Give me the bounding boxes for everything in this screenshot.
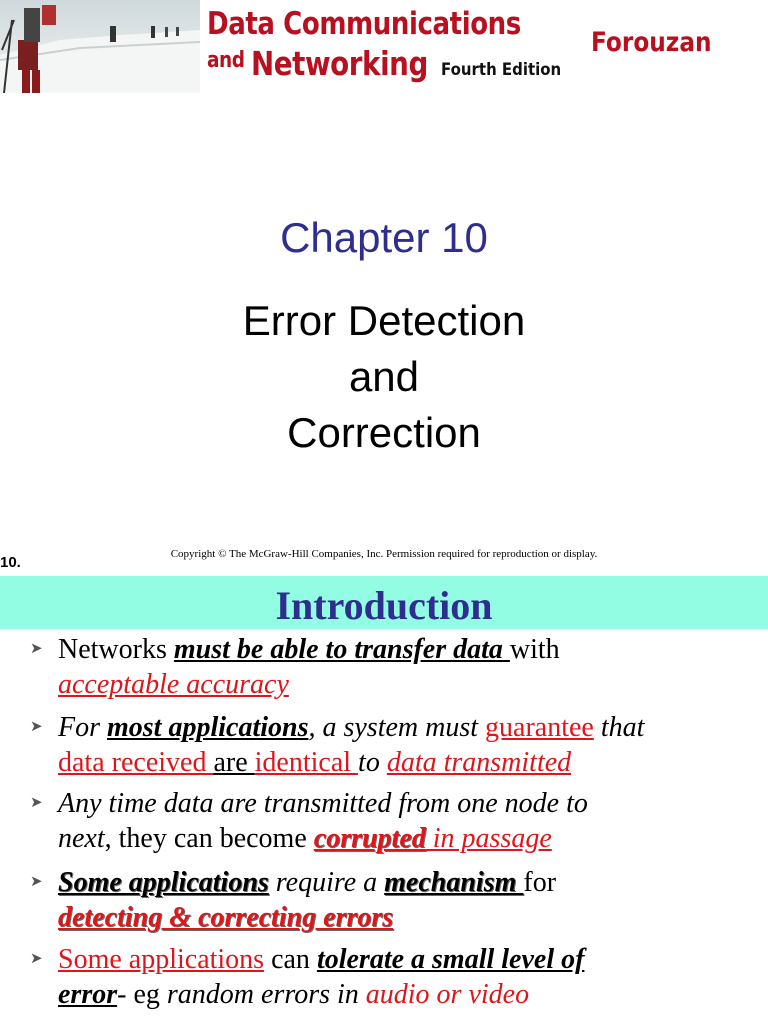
bullet-text <box>58 632 750 702</box>
bullet-run: with <box>509 634 560 665</box>
introduction-slide <box>0 576 768 1024</box>
bullet-run: data received <box>58 747 214 778</box>
book-banner <box>0 0 768 96</box>
bullet-run: are <box>213 747 255 778</box>
bullet-run: acceptable accuracy <box>58 669 289 700</box>
mountain-climbers-photo <box>0 0 200 93</box>
title-band <box>0 576 768 629</box>
bullet-item <box>30 786 750 856</box>
bullet-text <box>58 942 750 1012</box>
chapter-heading: Chapter 10 <box>280 214 488 261</box>
bullet-arrow-icon: ➤ <box>30 795 43 811</box>
bullet-item <box>30 710 750 780</box>
bullet-text <box>58 786 750 856</box>
chapter-subtitle-line: Correction <box>287 409 481 456</box>
bullet-run: error <box>58 979 118 1010</box>
bullet-run: can <box>264 944 317 975</box>
slide-title: Introduction <box>275 583 493 628</box>
book-title-line2: Networking <box>251 44 428 83</box>
bullet-arrow-icon: ➤ <box>30 641 43 657</box>
bullet-run: detecting & correcting errors <box>58 902 394 933</box>
bullet-item <box>30 942 750 1012</box>
chapter-subtitle-line: Error Detection <box>242 297 526 344</box>
bullet-run: in passage <box>425 823 552 854</box>
book-author: Forouzan <box>591 27 712 58</box>
bullet-arrow-icon: ➤ <box>30 719 43 735</box>
bullet-text <box>58 865 750 935</box>
copyright-notice: Copyright © The McGraw-Hill Companies, Inc. Permission required for reproduction or display. <box>170 548 598 560</box>
bullet-run: For <box>58 712 107 743</box>
bullet-run: identical <box>254 747 359 778</box>
bullet-run: data transmitted <box>386 747 572 778</box>
bullet-run: for <box>523 867 557 898</box>
bullet-run: corrupted <box>313 823 426 854</box>
book-edition: Fourth Edition <box>441 60 562 80</box>
bullet-item <box>30 865 750 935</box>
bullet-run: require a <box>268 867 385 898</box>
bullet-run: Some applications <box>58 944 265 975</box>
bullet-run: , a system must <box>308 712 486 743</box>
bullet-run: Networks <box>58 634 174 665</box>
bullet-run: audio or video <box>365 979 530 1010</box>
book-title-line1: Data Communications <box>207 6 521 42</box>
chapter-subtitle-line: and <box>348 353 420 400</box>
bullet-arrow-icon: ➤ <box>30 951 43 967</box>
bullet-run: random errors in <box>166 979 366 1010</box>
bullet-run: that <box>593 712 645 743</box>
bullet-run: - eg <box>117 979 167 1010</box>
bullet-run: mechanism <box>384 867 524 898</box>
bullet-run: next <box>58 823 105 854</box>
bullet-item <box>30 632 750 702</box>
bullet-run: most applications <box>107 712 309 743</box>
bullet-run: tolerate a small level of <box>316 944 585 975</box>
bullet-run: Some applications <box>58 867 269 898</box>
bullet-run: guarantee <box>485 712 594 743</box>
bullet-run: to <box>358 747 387 778</box>
bullet-text <box>58 710 750 780</box>
bullet-run: , they can become <box>104 823 314 854</box>
slide-number: 10. <box>0 554 21 571</box>
bullet-run: must be able to transfer data <box>173 634 510 665</box>
book-title-and: and <box>207 48 245 73</box>
bullet-arrow-icon: ➤ <box>30 874 43 890</box>
bullet-run: Any time data are transmitted from one node to <box>58 788 588 819</box>
